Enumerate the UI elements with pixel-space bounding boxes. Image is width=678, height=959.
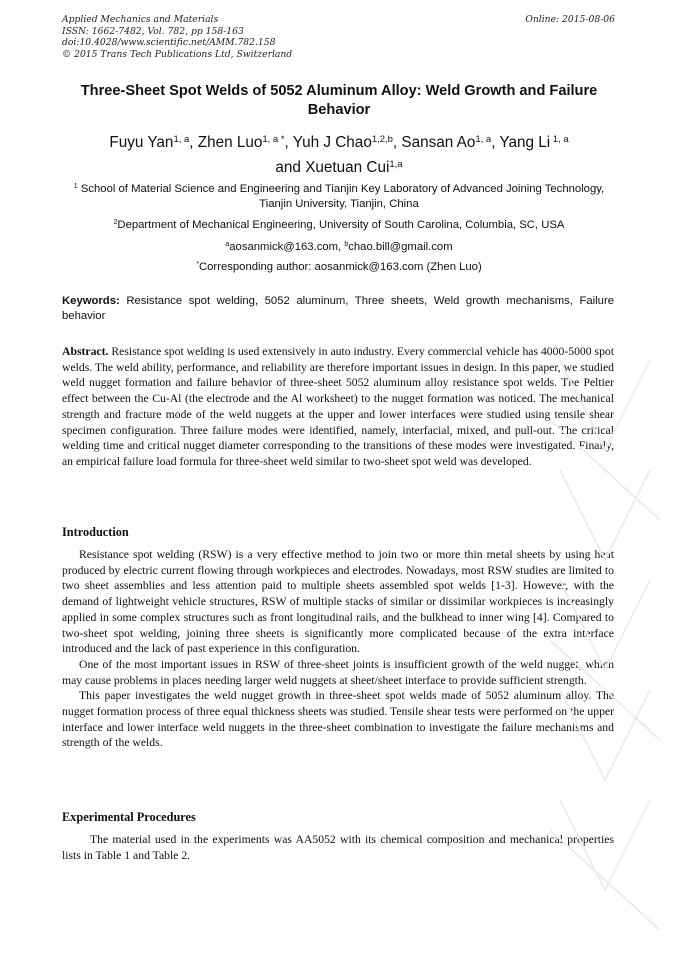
introduction-heading: Introduction bbox=[62, 525, 129, 539]
experimental-heading: Experimental Procedures bbox=[62, 810, 196, 824]
author-line-1 bbox=[62, 130, 616, 155]
affiliation-mark: 2 bbox=[113, 219, 118, 227]
journal-header bbox=[62, 14, 292, 60]
email-line bbox=[62, 240, 616, 255]
author-line-2 bbox=[62, 155, 616, 180]
online-date: Online: 2015-08-06 bbox=[525, 14, 615, 25]
email-b[interactable]: chao.bill@gmail.com bbox=[348, 241, 453, 253]
author-affiliation-mark: 1, a bbox=[550, 133, 569, 145]
paragraph: The material used in the experiments was AA5052 with its chemical composition and mechanical properties lists in Table 1 and Table 2. bbox=[62, 833, 614, 862]
journal-issn: ISSN: 1662-7482, Vol. 782, pp 158-163 bbox=[62, 25, 244, 37]
corresponding-mark: * bbox=[196, 261, 199, 269]
author-list bbox=[62, 130, 616, 180]
abstract-label: Abstract. bbox=[62, 345, 109, 358]
corresponding-author bbox=[62, 260, 616, 275]
paragraph: Resistance spot welding (RSW) is a very effective method to join two or more thin metal sheets by using heat produced by electric current flowing through workpieces and electrodes. Nowadays, most RSW studies are limited to two sheet assemblies and less attention paid to multiple sheets assembled spot welds [1-3]. However, with the demand of lightweight vehicle structures, RSW of multiple stacks of similar or dissimilar workpieces is increasingly applied in some complex structures such as front longitudinal rails, and the bulkhead to inner wing [4]. Compared to two-sheet spot welding, joining three sheets is significantly more complicated because of the extra interface introduced and the lack of past experience in this configuration. bbox=[62, 548, 614, 656]
keywords bbox=[62, 294, 614, 325]
affiliation-text: School of Material Science and Engineering and Tianjin Key Laboratory of Advanced Joining Technology, Tianjin University, Tianjin, China bbox=[77, 183, 605, 210]
author-affiliation-mark: 1,2,b bbox=[371, 133, 393, 145]
affiliation-1 bbox=[62, 182, 616, 212]
affiliation-2 bbox=[62, 218, 616, 233]
abstract bbox=[62, 344, 614, 470]
author-name: Zhen Luo bbox=[197, 134, 263, 151]
keywords-text: Resistance spot welding, 5052 aluminum, Three sheets, Weld growth mechanisms, Failure behavior bbox=[62, 295, 614, 323]
abstract-text: Resistance spot welding is used extensively in auto industry. Every commercial vehicle has 4000-5000 spot welds. The weld ability, performance, and reliability are therefore important issues in design. In this paper, we studied weld nugget formation and failure behavior of three-sheet 5052 aluminum alloy resistance spot welds. The Peltier effect between the Cu-Al (the electrode and the Al worksheet) to the nugget formation was noticed. The mechanical strength and fracture mode of the weld nuggets at the upper and lower interfaces were studied using tensile shear specimen configuration. Three failure modes were identified, namely, interfacial, mixed, and pull-out. The critical welding time and critical nugget diameter corresponding to the transitions of these modes were investigated. Finally, an empirical failure load formula for three-sheet weld similar to two-sheet spot weld was developed. bbox=[62, 345, 615, 468]
author-separator: , bbox=[491, 134, 500, 151]
journal-copyright: © 2015 Trans Tech Publications Ltd, Switzerland bbox=[62, 48, 293, 60]
journal-doi: doi:10.4028/www.scientific.net/AMM.782.158 bbox=[62, 37, 276, 49]
author-affiliation-mark: 1, a * bbox=[262, 133, 285, 145]
author-affiliation-mark: 1, a bbox=[173, 133, 190, 145]
author-name: and Xuetuan Cui bbox=[275, 159, 390, 176]
paragraph: This paper investigates the weld nugget growth in three-sheet spot welds made of 5052 aluminum alloy. The nugget formation process of three equal thickness sheets was studied. Tensile shear tests were performed on the upper interface and lower interface weld nuggets in the three-sheet combination to investigate the failure mechanisms and strength of the welds. bbox=[62, 689, 614, 750]
author-name: Yuh J Chao bbox=[292, 134, 372, 151]
paper-title: Three-Sheet Spot Welds of 5052 Aluminum Alloy: Weld Growth and Failure Behavior bbox=[80, 83, 598, 118]
author-name: Sansan Ao bbox=[401, 134, 476, 151]
author-separator: , bbox=[189, 134, 198, 151]
introduction-body bbox=[62, 547, 614, 751]
paragraph: One of the most important issues in RSW of three-sheet joints is insufficient growth of the weld nugget, which may cause problems in places needing larger weld nuggets at sheet/sheet interface to provide sufficient strength. bbox=[62, 657, 614, 687]
journal-name: Applied Mechanics and Materials bbox=[62, 14, 219, 25]
author-separator: , bbox=[392, 134, 402, 151]
author-name: Fuyu Yan bbox=[109, 134, 174, 151]
corresponding-text: Corresponding author: aosanmick@163.com (Zhen Luo) bbox=[198, 261, 482, 273]
affiliation-mark: 1 bbox=[73, 183, 78, 191]
watermark-pattern bbox=[550, 360, 660, 930]
experimental-body bbox=[62, 832, 614, 863]
author-affiliation-mark: 1, a bbox=[475, 133, 492, 145]
author-name: Yang Li bbox=[499, 134, 551, 151]
author-separator: , bbox=[284, 134, 293, 151]
email-a[interactable]: aosanmick@163.com, bbox=[229, 241, 345, 253]
author-affiliation-mark: 1,a bbox=[389, 158, 403, 170]
keywords-label: Keywords: bbox=[62, 295, 120, 307]
affiliation-text: Department of Mechanical Engineering, University of South Carolina, Columbia, SC, USA bbox=[117, 219, 565, 231]
email-mark: a bbox=[225, 241, 230, 249]
email-mark: b bbox=[344, 241, 349, 249]
